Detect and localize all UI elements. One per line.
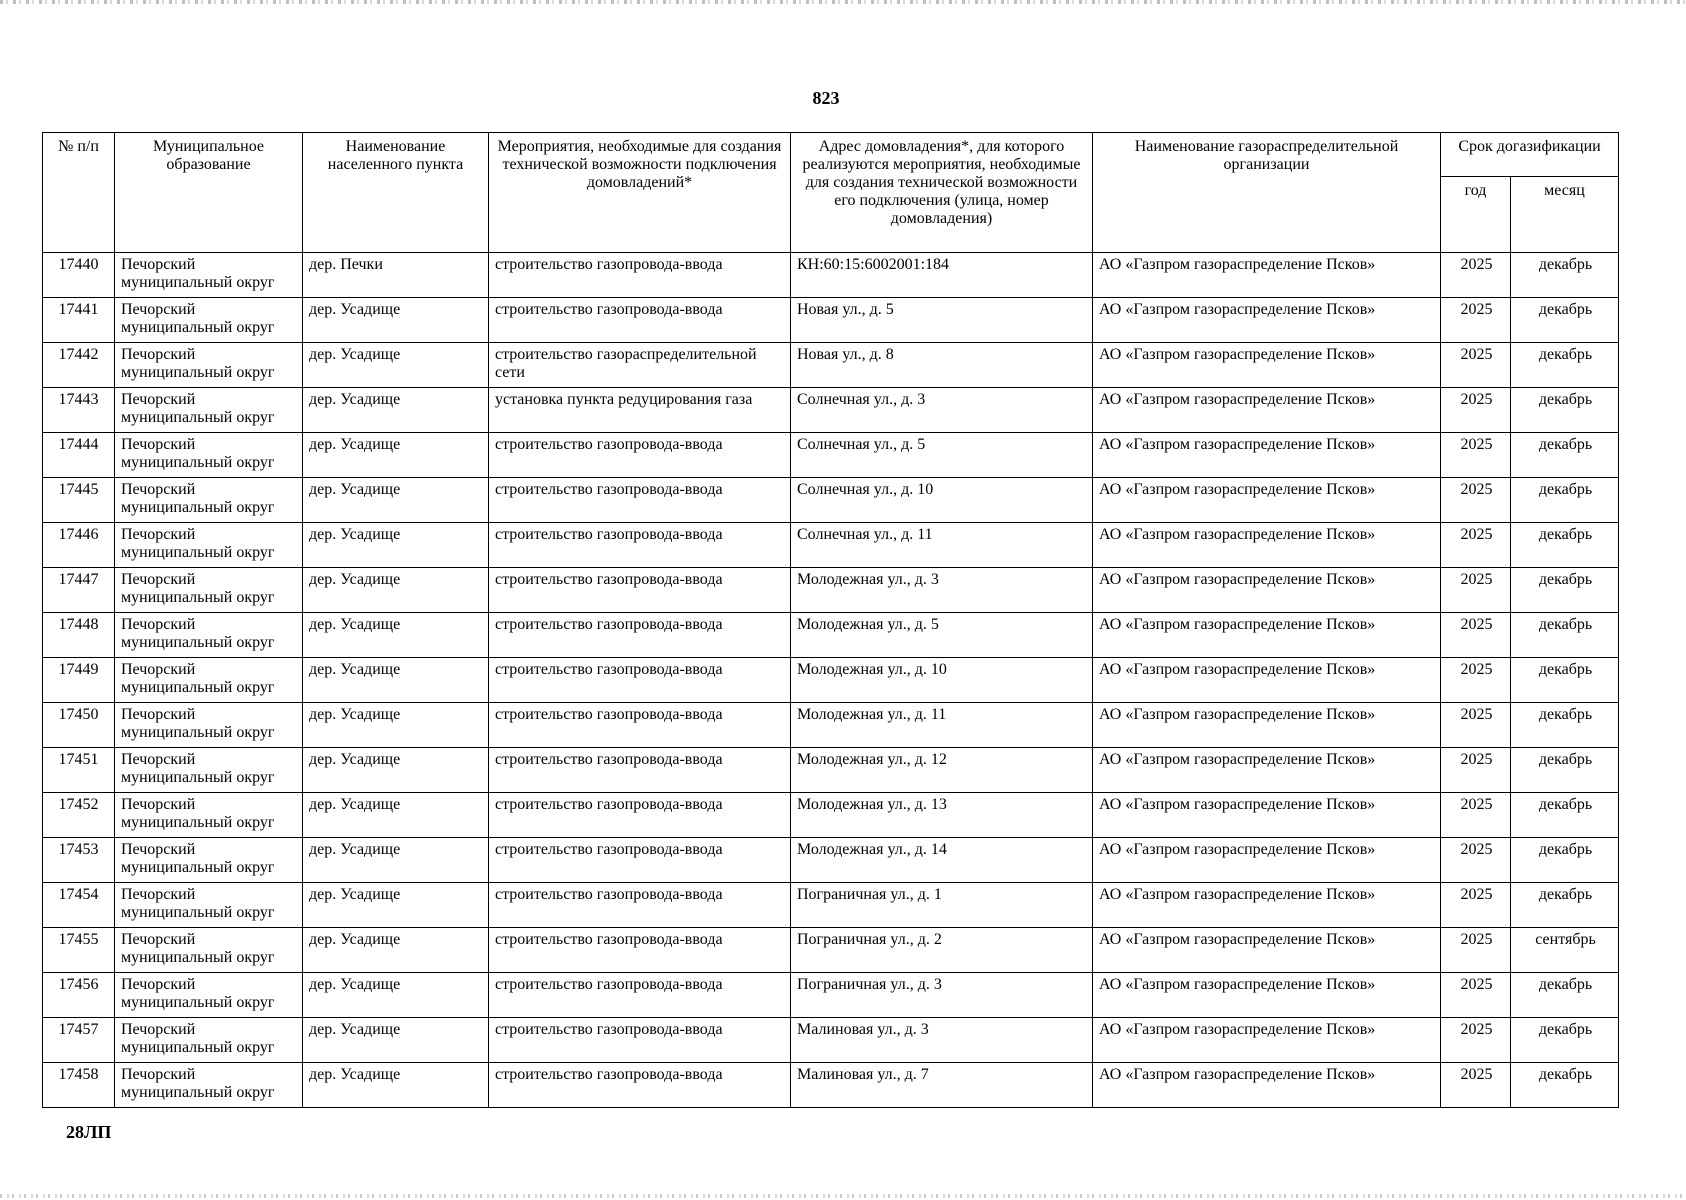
cell-year: 2025 [1441,388,1511,433]
cell-locality: дер. Усадище [303,568,489,613]
table-row [43,388,1619,433]
table-row [43,298,1619,343]
cell-num: 17455 [43,928,115,973]
table-row [43,433,1619,478]
cell-num: 17449 [43,658,115,703]
cell-address: Новая ул., д. 8 [791,343,1093,388]
cell-address: Молодежная ул., д. 5 [791,613,1093,658]
header-measures: Мероприятия, необходимые для создания технической возможности подключения домовладений* [489,133,791,253]
cell-organization: АО «Газпром газораспределение Псков» [1093,793,1441,838]
table-row [43,1063,1619,1108]
cell-year: 2025 [1441,1018,1511,1063]
cell-address: Молодежная ул., д. 3 [791,568,1093,613]
table-row [43,568,1619,613]
cell-municipality: Печорский муниципальный округ [115,253,303,298]
cell-organization: АО «Газпром газораспределение Псков» [1093,1063,1441,1108]
cell-organization: АО «Газпром газораспределение Псков» [1093,343,1441,388]
cell-measure: строительство газопровода-ввода [489,748,791,793]
cell-municipality: Печорский муниципальный округ [115,343,303,388]
cell-organization: АО «Газпром газораспределение Псков» [1093,973,1441,1018]
table-row [43,793,1619,838]
cell-measure: строительство газопровода-ввода [489,478,791,523]
cell-measure: строительство газопровода-ввода [489,568,791,613]
cell-municipality: Печорский муниципальный округ [115,838,303,883]
cell-address: Пограничная ул., д. 3 [791,973,1093,1018]
cell-organization: АО «Газпром газораспределение Псков» [1093,928,1441,973]
cell-month: декабрь [1511,793,1619,838]
cell-municipality: Печорский муниципальный округ [115,793,303,838]
scan-edge-bottom [0,1194,1686,1198]
header-month: месяц [1511,177,1619,253]
cell-year: 2025 [1441,253,1511,298]
cell-address: Солнечная ул., д. 11 [791,523,1093,568]
cell-municipality: Печорский муниципальный округ [115,478,303,523]
cell-measure: строительство газопровода-ввода [489,658,791,703]
cell-num: 17458 [43,1063,115,1108]
cell-organization: АО «Газпром газораспределение Псков» [1093,388,1441,433]
cell-address: Новая ул., д. 5 [791,298,1093,343]
footer-code: 28ЛП [66,1122,112,1142]
table-row [43,343,1619,388]
cell-num: 17457 [43,1018,115,1063]
cell-num: 17452 [43,793,115,838]
page-number: 823 [812,88,840,108]
cell-municipality: Печорский муниципальный округ [115,928,303,973]
cell-locality: дер. Усадище [303,298,489,343]
cell-year: 2025 [1441,478,1511,523]
cell-organization: АО «Газпром газораспределение Псков» [1093,523,1441,568]
cell-measure: строительство газопровода-ввода [489,298,791,343]
cell-year: 2025 [1441,298,1511,343]
cell-month: декабрь [1511,613,1619,658]
cell-month: декабрь [1511,388,1619,433]
cell-num: 17444 [43,433,115,478]
cell-num: 17447 [43,568,115,613]
cell-locality: дер. Усадище [303,433,489,478]
table-row [43,1018,1619,1063]
cell-measure: строительство газопровода-ввода [489,523,791,568]
cell-locality: дер. Усадище [303,613,489,658]
cell-address: Пограничная ул., д. 2 [791,928,1093,973]
cell-municipality: Печорский муниципальный округ [115,568,303,613]
cell-num: 17442 [43,343,115,388]
cell-organization: АО «Газпром газораспределение Псков» [1093,568,1441,613]
cell-month: декабрь [1511,343,1619,388]
header-address: Адрес домовладения*, для которого реализуются мероприятия, необходимые для создания технической возможности его подключения (улица, номер домовладения) [791,133,1093,253]
cell-municipality: Печорский муниципальный округ [115,658,303,703]
cell-organization: АО «Газпром газораспределение Псков» [1093,658,1441,703]
cell-num: 17443 [43,388,115,433]
cell-num: 17453 [43,838,115,883]
cell-locality: дер. Усадище [303,523,489,568]
cell-measure: строительство газопровода-ввода [489,703,791,748]
header-municipality: Муниципальное образование [115,133,303,253]
cell-num: 17446 [43,523,115,568]
cell-address: Малиновая ул., д. 7 [791,1063,1093,1108]
cell-month: декабрь [1511,433,1619,478]
cell-municipality: Печорский муниципальный округ [115,883,303,928]
cell-municipality: Печорский муниципальный округ [115,613,303,658]
cell-month: декабрь [1511,298,1619,343]
header-year: год [1441,177,1511,253]
cell-num: 17451 [43,748,115,793]
cell-month: декабрь [1511,523,1619,568]
cell-locality: дер. Усадище [303,928,489,973]
cell-locality: дер. Усадище [303,478,489,523]
cell-organization: АО «Газпром газораспределение Псков» [1093,748,1441,793]
cell-month: декабрь [1511,748,1619,793]
cell-year: 2025 [1441,793,1511,838]
cell-year: 2025 [1441,568,1511,613]
cell-measure: строительство газопровода-ввода [489,1018,791,1063]
table-row [43,928,1619,973]
cell-locality: дер. Усадище [303,748,489,793]
cell-address: Молодежная ул., д. 11 [791,703,1093,748]
cell-organization: АО «Газпром газораспределение Псков» [1093,838,1441,883]
cell-month: декабрь [1511,1063,1619,1108]
cell-address: Солнечная ул., д. 5 [791,433,1093,478]
cell-month: декабрь [1511,838,1619,883]
cell-year: 2025 [1441,703,1511,748]
cell-address: Солнечная ул., д. 3 [791,388,1093,433]
cell-measure: строительство газораспределительной сети [489,343,791,388]
table-row [43,883,1619,928]
cell-organization: АО «Газпром газораспределение Псков» [1093,703,1441,748]
cell-num: 17456 [43,973,115,1018]
cell-address: КН:60:15:6002001:184 [791,253,1093,298]
cell-address: Молодежная ул., д. 12 [791,748,1093,793]
table-row [43,658,1619,703]
cell-year: 2025 [1441,343,1511,388]
table-row [43,703,1619,748]
cell-address: Молодежная ул., д. 13 [791,793,1093,838]
cell-measure: строительство газопровода-ввода [489,838,791,883]
cell-address: Солнечная ул., д. 10 [791,478,1093,523]
cell-locality: дер. Усадище [303,388,489,433]
cell-address: Малиновая ул., д. 3 [791,1018,1093,1063]
table-header [43,133,1619,253]
cell-year: 2025 [1441,883,1511,928]
cell-month: декабрь [1511,1018,1619,1063]
cell-locality: дер. Печки [303,253,489,298]
cell-month: декабрь [1511,253,1619,298]
cell-municipality: Печорский муниципальный округ [115,703,303,748]
cell-year: 2025 [1441,838,1511,883]
cell-measure: строительство газопровода-ввода [489,793,791,838]
table-row [43,478,1619,523]
table-row [43,748,1619,793]
cell-num: 17454 [43,883,115,928]
cell-month: декабрь [1511,568,1619,613]
cell-measure: строительство газопровода-ввода [489,973,791,1018]
cell-organization: АО «Газпром газораспределение Псков» [1093,478,1441,523]
cell-month: декабрь [1511,658,1619,703]
cell-year: 2025 [1441,1063,1511,1108]
cell-municipality: Печорский муниципальный округ [115,433,303,478]
table-row [43,613,1619,658]
table-row [43,523,1619,568]
cell-year: 2025 [1441,973,1511,1018]
table-row [43,838,1619,883]
cell-measure: строительство газопровода-ввода [489,433,791,478]
table-body [43,253,1619,1108]
cell-municipality: Печорский муниципальный округ [115,1018,303,1063]
cell-locality: дер. Усадище [303,793,489,838]
cell-municipality: Печорский муниципальный округ [115,973,303,1018]
cell-organization: АО «Газпром газораспределение Псков» [1093,298,1441,343]
cell-measure: установка пункта редуцирования газа [489,388,791,433]
cell-year: 2025 [1441,658,1511,703]
cell-organization: АО «Газпром газораспределение Псков» [1093,613,1441,658]
cell-year: 2025 [1441,433,1511,478]
header-locality: Наименование населенного пункта [303,133,489,253]
table-row [43,973,1619,1018]
cell-locality: дер. Усадище [303,1063,489,1108]
cell-address: Молодежная ул., д. 10 [791,658,1093,703]
cell-month: декабрь [1511,703,1619,748]
cell-locality: дер. Усадище [303,343,489,388]
gasification-table [42,132,1619,1108]
cell-num: 17448 [43,613,115,658]
cell-municipality: Печорский муниципальный округ [115,523,303,568]
cell-month: декабрь [1511,478,1619,523]
cell-year: 2025 [1441,928,1511,973]
cell-year: 2025 [1441,523,1511,568]
cell-num: 17441 [43,298,115,343]
cell-num: 17450 [43,703,115,748]
header-num: № п/п [43,133,115,253]
cell-locality: дер. Усадище [303,838,489,883]
cell-locality: дер. Усадище [303,1018,489,1063]
header-organization: Наименование газораспределительной организации [1093,133,1441,253]
cell-measure: строительство газопровода-ввода [489,928,791,973]
table-row [43,253,1619,298]
cell-measure: строительство газопровода-ввода [489,1063,791,1108]
cell-month: сентябрь [1511,928,1619,973]
cell-address: Молодежная ул., д. 14 [791,838,1093,883]
cell-organization: АО «Газпром газораспределение Псков» [1093,253,1441,298]
cell-municipality: Печорский муниципальный округ [115,388,303,433]
cell-organization: АО «Газпром газораспределение Псков» [1093,433,1441,478]
cell-num: 17440 [43,253,115,298]
cell-year: 2025 [1441,748,1511,793]
cell-municipality: Печорский муниципальный округ [115,1063,303,1108]
cell-measure: строительство газопровода-ввода [489,883,791,928]
cell-organization: АО «Газпром газораспределение Псков» [1093,883,1441,928]
header-term: Срок догазификации [1441,133,1619,177]
cell-month: декабрь [1511,973,1619,1018]
cell-year: 2025 [1441,613,1511,658]
cell-locality: дер. Усадище [303,973,489,1018]
cell-organization: АО «Газпром газораспределение Псков» [1093,1018,1441,1063]
cell-address: Пограничная ул., д. 1 [791,883,1093,928]
cell-num: 17445 [43,478,115,523]
cell-month: декабрь [1511,883,1619,928]
cell-locality: дер. Усадище [303,883,489,928]
cell-locality: дер. Усадище [303,703,489,748]
cell-municipality: Печорский муниципальный округ [115,298,303,343]
cell-measure: строительство газопровода-ввода [489,613,791,658]
cell-locality: дер. Усадище [303,658,489,703]
cell-municipality: Печорский муниципальный округ [115,748,303,793]
cell-measure: строительство газопровода-ввода [489,253,791,298]
scan-edge-top [0,0,1686,4]
